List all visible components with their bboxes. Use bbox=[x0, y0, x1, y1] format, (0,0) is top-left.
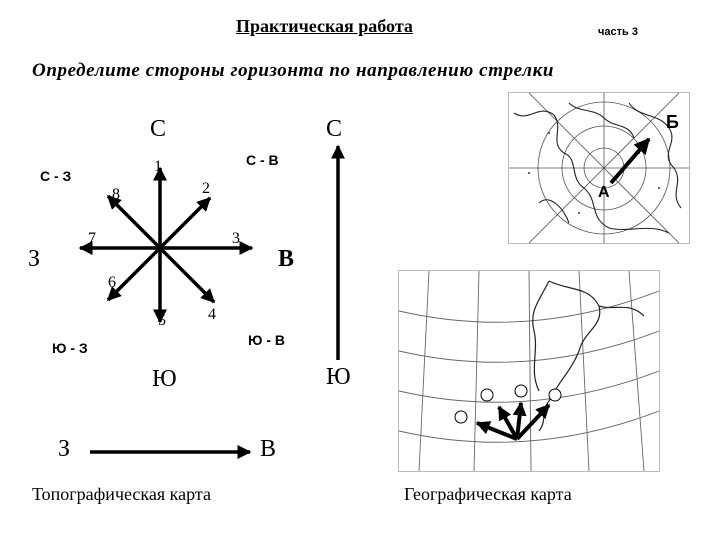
compass-number-8: 8 bbox=[112, 186, 120, 203]
caption-geographic: Географическая карта bbox=[404, 484, 572, 504]
compass-north-label: С bbox=[150, 116, 167, 142]
arctic-map bbox=[508, 92, 690, 244]
compass-northeast-label: С - В bbox=[246, 152, 279, 168]
compass-number-1: 1 bbox=[154, 158, 162, 175]
map-arrow-ab bbox=[611, 139, 649, 183]
geographic-map bbox=[398, 270, 660, 472]
compass-south-label: Ю bbox=[152, 366, 177, 392]
instruction-text: Определите стороны горизонта по направлению стрелки bbox=[32, 60, 554, 81]
compass-arrow-2 bbox=[160, 198, 210, 248]
map-label-b: Б bbox=[666, 112, 679, 132]
compass-number-5: 5 bbox=[158, 312, 166, 329]
vertical-arrow-north-label: С bbox=[326, 116, 343, 142]
compass-number-7: 7 bbox=[88, 230, 96, 247]
compass-east-label: В bbox=[278, 246, 295, 272]
horizontal-arrow-west-label: З bbox=[58, 436, 71, 462]
compass-southwest-label: Ю - З bbox=[52, 340, 88, 356]
compass-northwest-label: С - З bbox=[40, 168, 72, 184]
caption-topographic: Топографическая карта bbox=[32, 484, 211, 504]
map-label-a: А bbox=[598, 184, 610, 201]
horizontal-arrow-east-label: В bbox=[260, 436, 277, 462]
compass-arrow-4 bbox=[160, 248, 214, 302]
compass-number-2: 2 bbox=[202, 180, 210, 197]
compass-number-4: 4 bbox=[208, 306, 216, 323]
compass-number-3: 3 bbox=[232, 230, 240, 247]
page-title: Практическая работа bbox=[236, 16, 413, 36]
compass-southeast-label: Ю - В bbox=[248, 332, 285, 348]
part-label: часть 3 bbox=[598, 26, 638, 38]
vertical-arrow-south-label: Ю bbox=[326, 364, 351, 390]
compass-west-label: З bbox=[28, 246, 41, 272]
compass-number-6: 6 bbox=[108, 274, 116, 291]
compass-rose bbox=[80, 168, 252, 322]
